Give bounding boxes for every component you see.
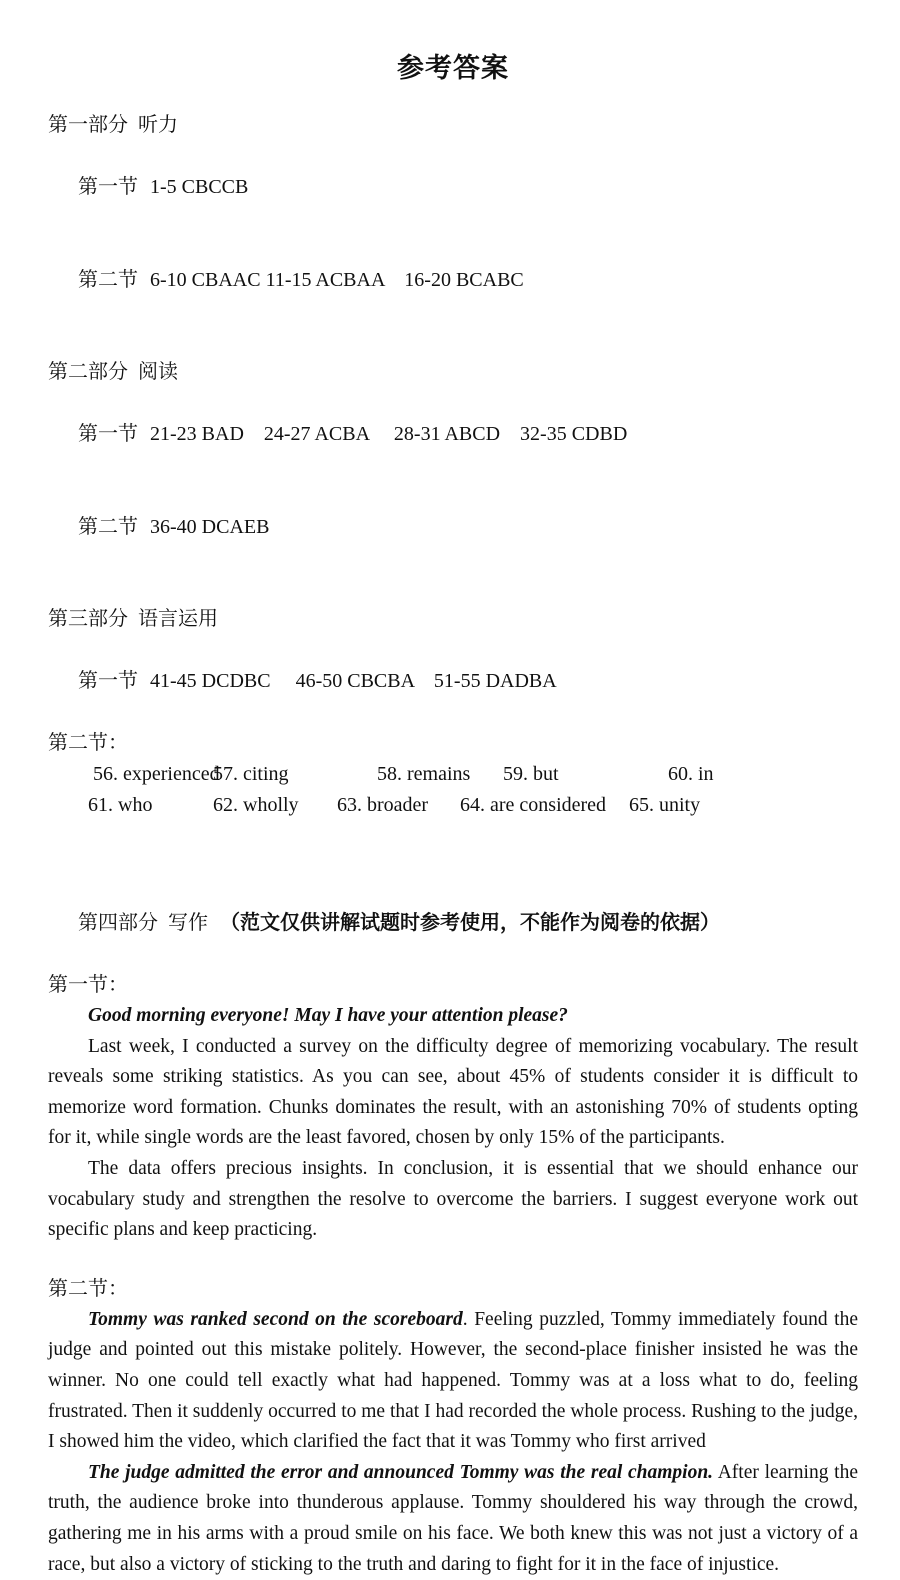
essay-1 (48, 1001, 858, 1246)
section-listening (48, 110, 858, 327)
fill-blank-answers-row-1 (48, 759, 858, 790)
fill-blank-answer-item: 61. who (88, 794, 153, 816)
section-language-use (48, 604, 858, 821)
essay2-paragraph1-body: . Feeling puzzled, Tommy immediately found the judge and pointed out this mistake politely. However, the second-place finisher insisted he was the winner. No one could tell exactly what had happened. Tommy was at a loss what to do, feeling frustrated. Then it suddenly occurred to me that I had recorded the whole process. Rushing to the judge, I showed him the video, which clarified the fact that it was Tommy who first arrived (48, 1308, 858, 1453)
line-label: 第二节 (78, 516, 138, 538)
essay-2 (48, 1305, 858, 1580)
page-title: 参考答案 (397, 53, 509, 83)
fill-blank-answer-item: 65. unity (629, 794, 701, 816)
writing-section1-label: 第一节： (48, 974, 128, 996)
section-writing (48, 877, 858, 1580)
writing-heading-note: （范文仅供讲解试题时参考使用，不能作为阅卷的依据） (220, 912, 720, 934)
line-label: 第一节 (78, 423, 138, 445)
reading-answers-line-1 (48, 388, 858, 481)
essay1-paragraph-1: Last week, I conducted a survey on the difficulty degree of memorizing vocabulary. The result reveals some striking statistics. As you can see, about 45% of students consider it is difficult to memorize word formation. Chunks dominates the result, with an astonishing 70% of students opting for it, while single words are the least favored, chosen by only 15% of the participants. (48, 1035, 858, 1149)
section-heading-listening: 第一部分 听力 (48, 114, 178, 136)
fill-blank-answers-row-2 (48, 790, 858, 821)
section-heading-reading: 第二部分 阅读 (48, 361, 178, 383)
fill-blank-answer-item: 57. citing (213, 763, 289, 785)
essay2-paragraph-2 (48, 1458, 858, 1580)
essay1-opening-line: Good morning everyone! May I have your attention please? (88, 1005, 568, 1026)
section-reading (48, 357, 858, 574)
essay2-paragraph1-lead: Tommy was ranked second on the scoreboard (88, 1308, 463, 1330)
section-heading-writing (48, 877, 858, 970)
fill-blank-answer-item: 59. but (503, 763, 559, 785)
language-use-section2-label: 第二节： (48, 732, 128, 754)
writing-heading-main: 第四部分 写作 (78, 912, 208, 934)
line-label: 第一节 (78, 670, 138, 692)
section-heading-language-use: 第三部分 语言运用 (48, 608, 218, 630)
fill-blank-answer-item: 64. are considered (460, 794, 607, 816)
writing-section2-label: 第二节： (48, 1277, 128, 1300)
essay1-paragraph-2: The data offers precious insights. In conclusion, it is essential that we should enhance our vocabulary study and strengthen the resolve to overcome the barriers. I suggest everyone work out specific plans and keep practicing. (48, 1157, 858, 1241)
line-label: 第二节 (78, 269, 138, 291)
essay2-paragraph2-lead: The judge admitted the error and announced Tommy was the real champion. (88, 1461, 714, 1483)
fill-blank-answer-item: 56. experienced (93, 763, 220, 785)
listening-answers-line-1 (48, 141, 858, 234)
fill-blank-answer-item: 63. broader (337, 794, 429, 816)
reading-answers-line-2 (48, 481, 858, 574)
answers-text: 6-10 CBAAC 11-15 ACBAA 16-20 BCABC (150, 269, 524, 291)
language-use-answers-line-1 (48, 635, 858, 728)
answers-text: 1-5 CBCCB (150, 176, 249, 198)
answers-text: 21-23 BAD 24-27 ACBA 28-31 ABCD 32-35 CDBD (150, 423, 628, 445)
fill-blank-answer-item: 58. remains (377, 763, 471, 785)
answers-text: 41-45 DCDBC 46-50 CBCBA 51-55 DADBA (150, 670, 557, 692)
fill-blank-answer-item: 62. wholly (213, 794, 299, 816)
essay2-paragraph2-body: After learning the truth, the audience broke into thunderous applause. Tommy shouldered his way through the crowd, gathering me in his arms with a proud smile on his face. We both knew this was not just a victory of a race, but also a victory of sticking to the truth and daring to fight for it in the face of injustice. (48, 1461, 859, 1575)
listening-answers-line-2 (48, 234, 858, 327)
fill-blank-answer-item: 60. in (668, 763, 714, 785)
essay2-paragraph-1 (48, 1305, 858, 1458)
line-label: 第一节 (78, 176, 138, 198)
answers-text: 36-40 DCAEB (150, 516, 270, 538)
